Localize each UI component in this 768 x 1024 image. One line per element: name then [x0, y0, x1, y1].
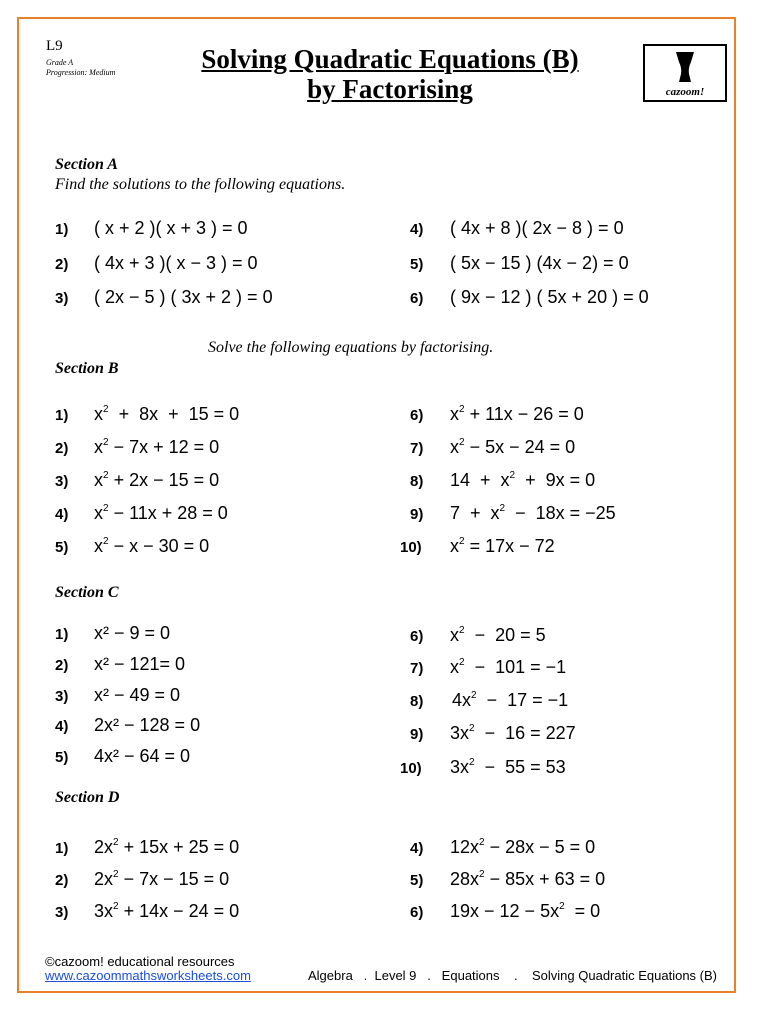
question-number: 6)	[410, 290, 424, 307]
question-number: 9)	[410, 726, 424, 743]
equation: x² − 121= 0	[94, 654, 186, 674]
question-number: 3)	[55, 473, 69, 490]
question-number: 5)	[55, 539, 69, 556]
equation: $4x^2 - 17 = -1$	[452, 690, 569, 710]
equation: $x^2 - 5x - 24 = 0$	[450, 437, 576, 457]
equation: $x^2 - 7x + 12 = 0$	[94, 437, 220, 457]
equation: $7 + x^2 - 18x = -25$	[450, 503, 616, 523]
question-number: 6)	[410, 407, 424, 424]
equation: $x^2 = 17x - 72$	[450, 536, 555, 556]
equation: ( 4x + 8 )( 2x − 8 ) = 0	[450, 218, 624, 238]
question-number: 5)	[410, 256, 424, 273]
equation: ( 4x + 3 )( x − 3 ) = 0	[94, 253, 258, 273]
equation: ( 2x − 5 ) ( 3x + 2 ) = 0	[94, 287, 273, 307]
trophy-icon	[645, 48, 725, 88]
equation: $14 + x^2 + 9x = 0$	[450, 470, 596, 490]
section-b-heading: Section B	[55, 360, 119, 377]
equation: $x^2 - 11x + 28 = 0$	[94, 503, 228, 523]
equation: $19x - 12 - 5x^2 = 0$	[450, 901, 601, 921]
equation: $x^2 - 101 = -1$	[450, 657, 567, 677]
question-number: 4)	[410, 221, 424, 238]
question-number: 2)	[55, 256, 69, 273]
section-b-instruction: Solve the following equations by factorising.	[208, 339, 494, 356]
question-number: 1)	[55, 407, 69, 424]
equation: $x^2 - x - 30 = 0$	[94, 536, 210, 556]
question-number: 3)	[55, 688, 69, 705]
equation: x² − 49 = 0	[94, 685, 181, 705]
equation: $2x^2 - 7x - 15 = 0$	[94, 869, 230, 889]
question-number: 1)	[55, 221, 69, 238]
cazoom-logo	[643, 44, 727, 102]
question-number: 1)	[55, 626, 69, 643]
equation: ( 5x − 15 ) (4x − 2) = 0	[450, 253, 629, 273]
website-link[interactable]: www.cazoommathsworksheets.com	[45, 968, 251, 983]
question-number: 9)	[410, 506, 424, 523]
question-number: 8)	[410, 693, 424, 710]
equation: ( 9x − 12 ) ( 5x + 20 ) = 0	[450, 287, 649, 307]
level-label: L9	[46, 38, 63, 54]
question-number: 2)	[55, 872, 69, 889]
question-number: 5)	[410, 872, 424, 889]
question-number: 4)	[55, 718, 69, 735]
section-a-heading: Section A	[55, 156, 118, 173]
question-number: 1)	[55, 840, 69, 857]
page-subtitle: by Factorising	[307, 74, 473, 104]
question-number: 3)	[55, 290, 69, 307]
copyright-text: ©cazoom! educational resources	[45, 954, 235, 969]
equation: $3x^2 - 55 = 53$	[450, 757, 566, 777]
equation: $x^2 + 11x - 26 = 0$	[450, 404, 584, 424]
equation: $x^2 - 20 = 5$	[450, 625, 546, 645]
equation: 4x² − 64 = 0	[94, 746, 191, 766]
progression-label: Progression: Medium	[46, 68, 116, 77]
question-number: 2)	[55, 657, 69, 674]
logo-text: cazoom!	[665, 86, 705, 98]
section-a-instruction: Find the solutions to the following equations.	[55, 176, 346, 193]
equation: $x^2 + 2x - 15 = 0$	[94, 470, 220, 490]
grade-label: Grade A	[46, 58, 74, 67]
section-d-heading: Section D	[55, 789, 120, 806]
equation: ( x + 2 )( x + 3 ) = 0	[94, 218, 248, 238]
question-number: 5)	[55, 749, 69, 766]
section-c-heading: Section C	[55, 584, 119, 601]
equation: $x^2 + 8x + 15 = 0$	[94, 404, 240, 424]
footer-breadcrumb: Algebra . Level 9 . Equations . Solving Quadratic Equations (B)	[308, 968, 717, 983]
question-number: 6)	[410, 628, 424, 645]
equation: x² − 9 = 0	[94, 623, 171, 643]
equation: $2x^2 + 15x + 25 = 0$	[94, 837, 240, 857]
equation: $12x^2 - 28x - 5 = 0$	[450, 837, 596, 857]
question-number: 10)	[400, 539, 422, 556]
question-number: 7)	[410, 660, 424, 677]
question-number: 4)	[410, 840, 424, 857]
question-number: 3)	[55, 904, 69, 921]
question-number: 6)	[410, 904, 424, 921]
equation: $28x^2 - 85x + 63 = 0$	[450, 869, 606, 889]
question-number: 8)	[410, 473, 424, 490]
page-title: Solving Quadratic Equations (B)	[201, 44, 579, 74]
question-number: 10)	[400, 760, 422, 777]
equation: 2x² − 128 = 0	[94, 715, 201, 735]
equation: $3x^2 + 14x - 24 = 0$	[94, 901, 240, 921]
question-number: 2)	[55, 440, 69, 457]
equation: $3x^2 - 16 = 227$	[450, 723, 576, 743]
question-number: 7)	[410, 440, 424, 457]
question-number: 4)	[55, 506, 69, 523]
